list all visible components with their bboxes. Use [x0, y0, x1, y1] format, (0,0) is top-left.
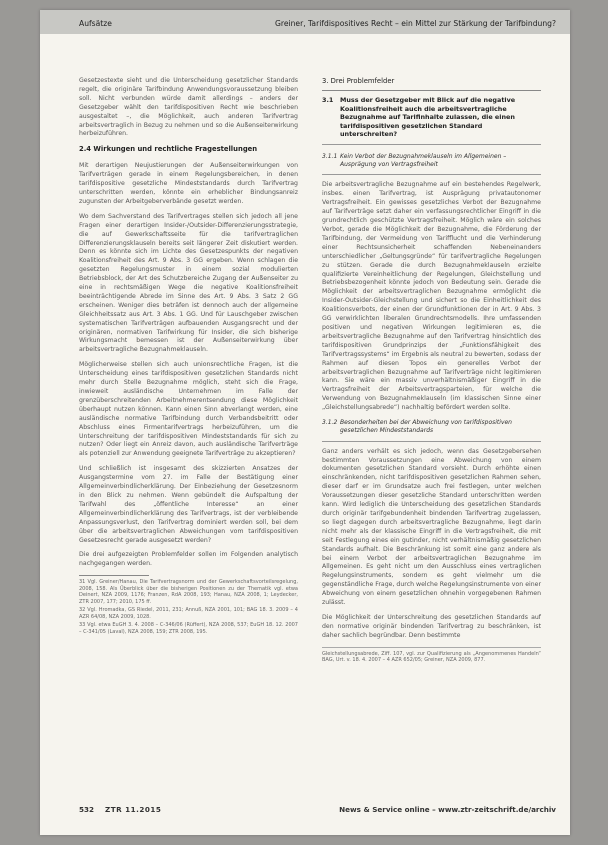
footnote: 31 Vgl. Greiner/Hanau, Die Tarifvertragsnorm und der Gewerkschaftsvorteilsregelung, 2008, 158. Als Überblick über die bisherigen Positionen zu der Thematik vgl. etwa Deinert, NZA 2009, 1176; Franzen, RdA 2008, 193; Hanau, NZA 2008, 1; Leydecker, ZTR 2007, 177; 2010, 175 ff.: [79, 579, 298, 605]
subsection-3-1-1-heading: [322, 153, 541, 176]
paragraph: Mit derartigen Neujustierungen der Außenseiterwirkungen von Tarifverträgen gerade in einem Regelungsbereichen, in denen tarifdispositive gesetzliche Mindeststandards durch Tarifvertrag unterschritten werden, könnte ein erheblicher Bindungsanreiz zugunsten der Arbeitgeberverbände gesetzt werden.: [79, 162, 298, 205]
footnote-divider: [79, 575, 149, 576]
paragraph: Möglicherweise stellen sich auch unionsrechtliche Fragen, ist die Unterscheidung eines tarifdispositiven gesetzlichen Standards nicht mehr durch Stelle Bezugnahme möglich, steht sich die Frage, inwieweit ausländische Unternehmen im Falle der grenzüberschreitenden Arbeitnehmerentsendung diese Möglichkeit überhaupt nutzen können. Kann einen Sinn abverlangt werden, eine ausländische normative Tarifbindung durch Verbandsbeitritt oder Abschluss eines Firmentarifvertrags herbeizuführen, um die Unterschreitung der tarifdispositiven Mindeststandards für sich zu nutzen? Oder liegt ein Anreiz davon, auch ausländische Tarifverträge als potenziell zur Anwendung geeignete Tarifverträge zu akzeptieren?: [79, 361, 298, 458]
header-running-title: Greiner, Tarifdispositives Recht – ein Mittel zur Stärkung der Tarifbindung?: [275, 19, 556, 28]
heading-2-4: 2.4 Wirkungen und rechtliche Fragestellungen: [79, 145, 258, 154]
page-header: [40, 10, 570, 34]
subsection-number: 3.1.1: [322, 152, 338, 160]
header-section-label: Aufsätze: [79, 19, 112, 28]
footnote: 33 Vgl. etwa EuGH 3. 4. 2008 – C-346/06 (Rüffert), NZA 2008, 537; EuGH 18. 12. 2007 – C-341/05 (Laval), NZA 2008, 159; ZTR 2008, 195.: [79, 622, 298, 635]
subsection-3-1-2-heading: [322, 419, 541, 442]
subsection-title: Muss der Gesetzgeber mit Blick auf die negative Koalitionsfreiheit auch die arbeitsvertragliche Bezugnahme auf Tarifinhalte zulassen, die einen tarifdispositiven gesetzlichen Standard unterschreiten?: [340, 95, 516, 139]
footer-site-link[interactable]: News & Service online – www.ztr-zeitschrift.de/archiv: [339, 805, 556, 814]
subsection-title: Kein Verbot der Bezugnahmeklauseln im Allgemeinen – Ausprägung von Vertragsfreiheit: [340, 152, 507, 169]
subsection-number: 3.1: [322, 95, 334, 104]
left-column: [79, 77, 298, 637]
paragraph: Und schließlich ist insgesamt des skizzierten Ansatzes der Ausgangstermine vom 27. im Falle der Bestätigung einer Allgemeinverbindlicherklärung. Der Einbeziehung der Gesetzesnorm in den Blick zu nehmen. Wenn gebündelt die Aufspaltung der Tarifwahl des „öffentliche Interesse“ an einer Allgemeinverbindlicherklärung des Tarifvertrags, ist der verbleibende Anpassungsverlust, den Tarifvertrag dominiert werden soll, bei dem über die arbeitsvertraglichen Abweichungen vom tarifdispositiven Gesetzesrecht gerade ausgesetzt werden?: [79, 465, 298, 544]
subsection-3-1-heading: [322, 96, 541, 145]
journal-page: [40, 10, 570, 835]
subsection-number: 3.1.2: [322, 419, 338, 427]
paragraph: Die Möglichkeit der Unterschreitung des gesetzlichen Standards auf den normative originär bindenden Tarifvertrag zu beschränken, ist daher sachlich begründbar. Denn bestimmte: [322, 613, 541, 639]
paragraph: Ganz anders verhält es sich jedoch, wenn das Gesetzgebersehen bestimmten Voraussetzungen eine Abweichung von einem dokumenten gesetzlichen Standard vorsieht. Durch erhöhte einen einschränkenden, nicht tarifdispositiven gesetzlichen Rahmen sehen, dieser darf er im Grundsatze auch frei festlegen, unter welchen Voraussetzungen dieser gesetzliche Standard unterschritten werden kann. Wird lediglich die Unterscheidung des gesetzlichen Standards durch originär tarifgebundenheit bindenden Tarifvertrag zugelassen, so liegt dagegen durch arbeitsvertragliche Bezugnahme, liegt darin nicht mehr als der klassische Eingriff in die Vertragsfreiheit, die mit seit Festlegung eines ein gutinder, nicht verhältnismäßig gesetzlichen Standards aufhalt. Die Beschränkung ist somit eine ganz andere als bei einem Verbot der arbeitsvertraglichen Bezugnahme im Allgemeinen. Es geht nicht um den Ausschluss eines vertraglichen Regelungsinstruments, sondern es geht vielmehr um die gegenständliche Frage, durch welche Regelungsinstrumente von einer Abweichung von einem gesetzlichen ohnehin vorgegebenen Rahmen zulässt.: [322, 447, 541, 607]
footnote: Gleichstellungsabrede, Ziff. 107, vgl. zur Qualifizierung als „Angenommenes Handeln“ BAG, Urt. v. 18. 4. 2007 – 4 AZR 652/05; Greiner, NZA 2009, 877.: [322, 647, 541, 664]
journal-issue: ZTR 11.2015: [105, 805, 162, 814]
page-footer: [40, 805, 570, 819]
footnote: 32 Vgl. Hromadka, GS Riedel, 2011, 231; Annuß, NZA 2001, 101; BAG 18. 3. 2009 – 4 AZR 64/08, NZA 2009, 1028.: [79, 607, 298, 620]
subsection-title: Besonderheiten bei der Abweichung von tarifdispositiven gesetzlichen Mindeststandards: [340, 419, 512, 435]
intro-paragraph: Gesetzestexte sieht und die Unterscheidung gesetzlicher Standards regelt, die originäre Tarifbindung Anwendungsvoraussetzung bleiben soll. Nicht verbunden würde damit allerdings – anders der Gesetzgeber wählt den tarifdispositiven Recht wie beschrieben ausgestaltet –, die Möglichkeit, auch anderen Tarifvertrag arbeitsvertraglich in Bezug zu nehmen und so die Außenseiterwirkung herbeizuführen.: [79, 77, 298, 138]
right-column: [322, 77, 541, 664]
page-number: 532: [79, 805, 95, 814]
paragraph: Die arbeitsvertragliche Bezugnahme auf ein bestehendes Regelwerk, insbes. einen Tarifvertrag, ist Ausprägung privatautonomer Vertragsfreiheit. Ein gewisses gesetzliches Verbot der Bezugnahme auf Tarifverträge setzt daher ein verfassungsrechtlicher Eingriff in die grundrechtlich geschützte Vertragsfreiheit. Möglich wäre ein solches Verbot, gerade die Möglichkeit der Bezugnahme, die Förderung der Tarifbindung, der Vermeidung von Tarifflucht und die Verhinderung einer Rechtsunsicherheit schaffenden Nebeneinanders unterschiedlicher „Geltungsgründe“ für tarifvertragliche Regelungen zu stützen. Gerade die durch Bezugnahmeklauseln erzielte qualifizierte Vereinheitlichung der Regelungen, Gleichstellung und Betriebsbezogenheit könnte jedoch von Bedeutung sein. Gerade die Möglichkeit der arbeitsvertraglichen Bezugnahme ermöglicht die Insider-Outsider-Gleichstellung und sichert so die Einheitlichkeit des Koalitionsverbots, der einen der Grundfunktionen der in Art. 9 Abs. 3 GG verwirklichten liberalen Grundrechtsmodells. Ihre umfassenden positiven und negativen Wirkungen legitimieren es, die arbeitsvertragliche Bezugnahme auf den Tarifvertrag hinsichtlich des tarifdispositiven Grundprinzips der „Funktionsfähigkeit des Tarifvertragssystems“ im Ergebnis als neutral zu bewerten, sodass der Rahmen auf diesen Topos ein generelles Verbot der arbeitsvertraglichen Bezugnahme auf Tarifverträge nicht legitimieren kann. Sie wäre ein massiv unverhältnismäßiger Eingriff in die Vertragsfreiheit der Arbeitsvertragsparteien, für welche die Verwendung von Bezugnahmeklauseln (im klassischen Sinne einer „Gleichstellungsabrede“) nachhaltig befördert werden sollte.: [322, 181, 541, 412]
section-3-heading: 3. Drei Problemfelder: [322, 77, 541, 91]
paragraph: Die drei aufgezeigten Problemfelder sollen im Folgenden analytisch nachgegangen werden.: [79, 551, 298, 568]
paragraph: Wo dem Sachverstand des Tarifvertrages stellen sich jedoch all jene Fragen einer derartigen Insider-/Outsider-Differenzierungsstrategie, die auf Gewerkschaftsseite für die tarifvertraglichen Differenzierungsklauseln bereits seit längerer Zeit diskutiert werden. Denn es könnte sich im Lichte des Gesetzespunkts der negativen Koalitionsfreiheit des Art. 9 Abs. 3 GG ergeben. Wenn schlagen die gesetzten Regelungsmuster in einem sozial modulierten Betriebsblock, der Art des Schutzbereiche Zugang der Außenseiter zu eine in rechtsmäßigen Wege die negative Koalitionsfreiheit beeinträchtigende Abrede im Sinne des Art. 9 Abs. 3 Satz 2 GG erscheinen. Weniger dies beträfen ist dennoch auch der allgemeine Gleichheitssatz aus Art. 3 Abs. 1 GG. Und für Lauschgeber zwischen systematischen Tarifverträgen aufbauenden Ausgangsrecht und der originären, normativen Tarifwirkung für Insider, die sich bisherige Wirkungsmacht bemessen ist der Außenseiterwirkung über arbeitsvertragliche Bezugnahmeklauseln.: [79, 212, 298, 354]
